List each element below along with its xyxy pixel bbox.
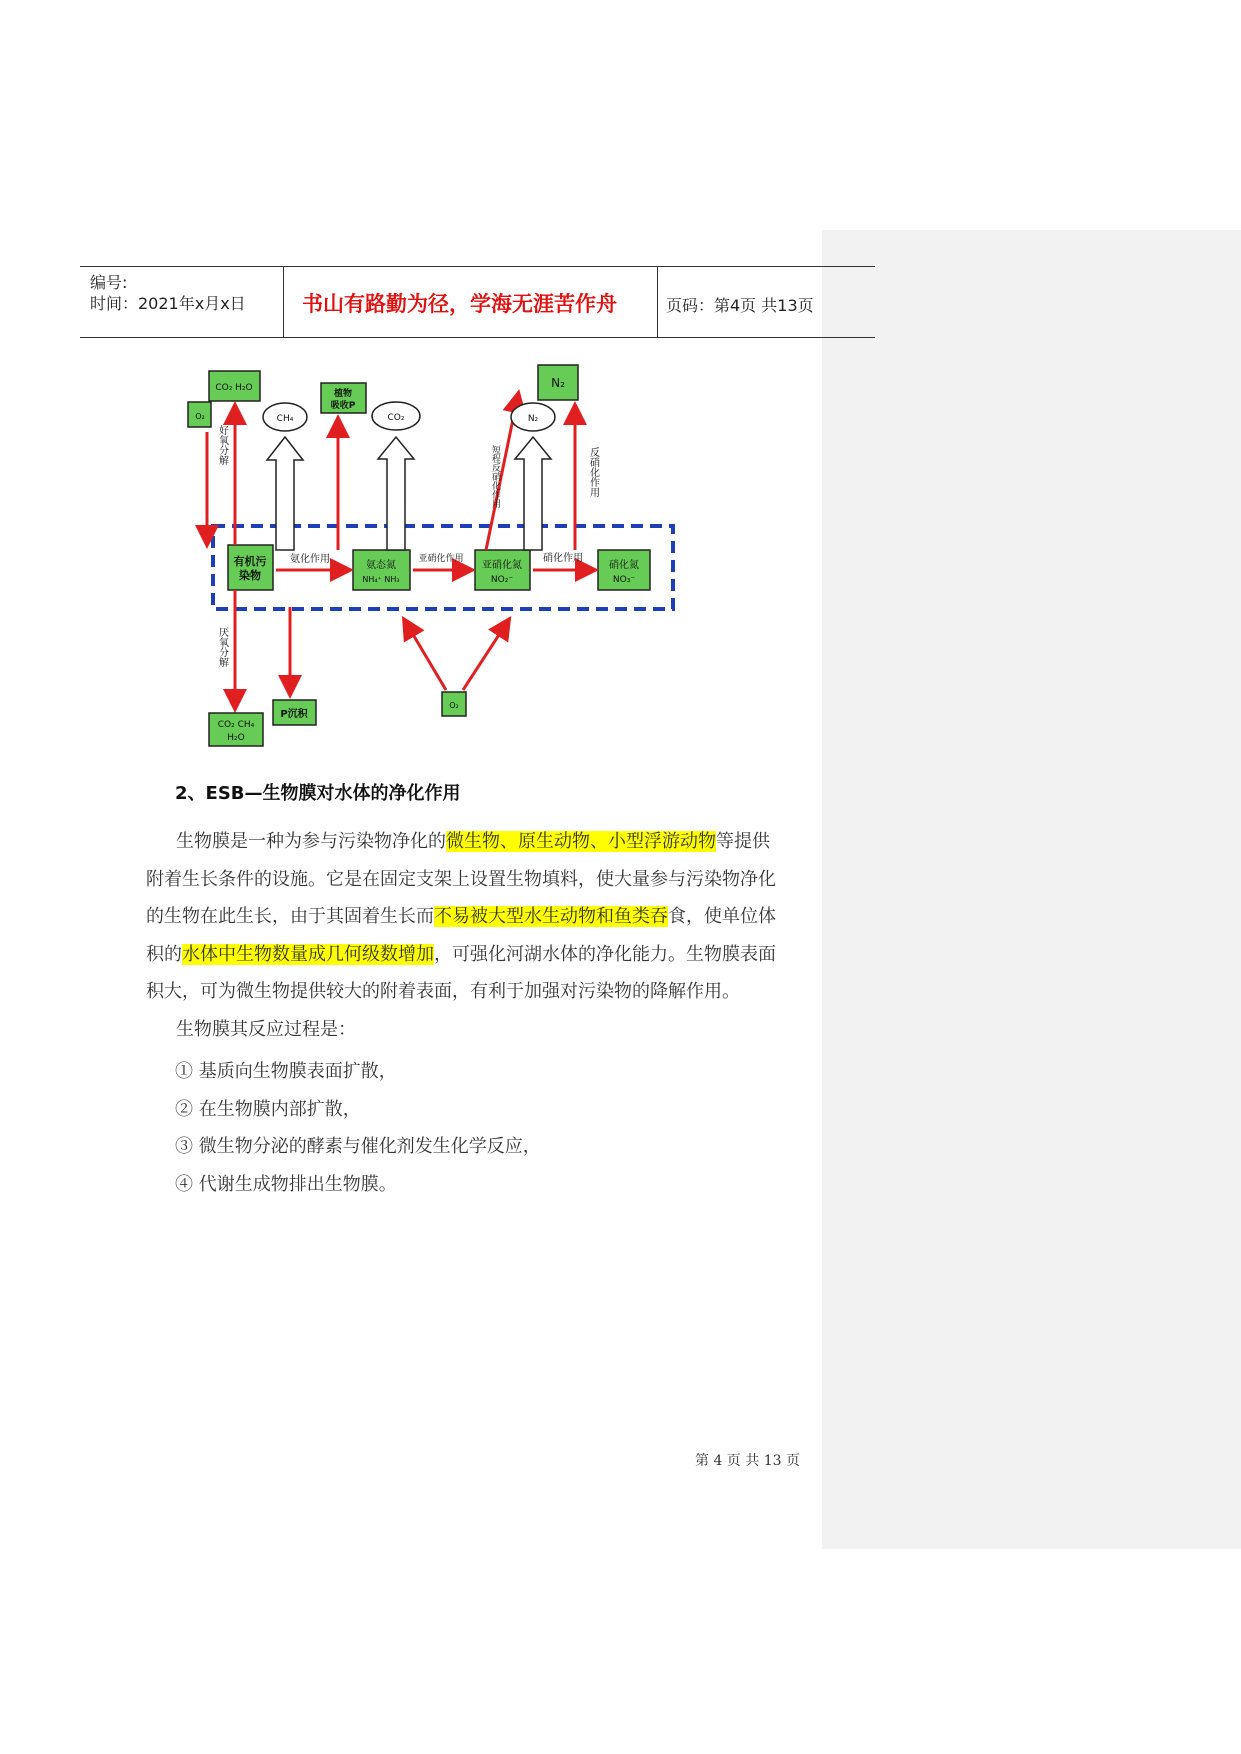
para-line-3: 的生物在此生长，由于其固着生长而不易被大型水生动物和鱼类吞食，使单位体 [146,906,776,927]
header-motto: 书山有路勤为径，学海无涯苦作舟 [302,292,617,316]
nitrite-line1: 亚硝化氮 [482,560,522,571]
nitrate-line1: 硝化氮 [609,560,639,571]
nitrate-line2: NO₃⁻ [612,575,636,585]
box-n2 [538,365,578,400]
box-nitrate-nitrogen [598,550,650,590]
hollow-arrow-n2 [515,437,551,550]
para-line-2: 附着生长条件的设施。它是在固定支架上设置生物填料，使大量参与污染物净化 [146,868,776,890]
organic-line1: 有机污 [233,555,267,568]
para-line-6: 生物膜其反应过程是： [176,1018,356,1040]
label-ammonification: 氨化作用 [290,554,330,565]
svg-text:O₂: O₂ [195,412,205,421]
nitrite-line2: NO₂⁻ [490,575,514,585]
para-line-4: 积的水体中生物数量成几何级数增加，可强化河湖水体的净化能力。生物膜表面 [146,943,776,965]
hollow-arrow-ch4 [267,437,303,550]
highlight-3: 水体中生物数量成几何级数增加 [182,943,434,965]
header-top-rule [80,266,875,267]
hollow-arrow-co2 [378,437,414,550]
body-paragraph [146,823,811,1048]
header-page-info: 页码：第4页 共13页 [666,296,814,315]
header-divider-1 [283,266,284,337]
para-line-1: 生物膜是一种为参与污染物净化的微生物、原生动物、小型浮游动物等提供 [176,831,770,852]
header-divider-2 [657,266,658,337]
box-o2-top [188,402,211,427]
svg-text:CO₂: CO₂ [387,413,405,423]
svg-text:O₂: O₂ [449,701,459,710]
list-item: ③ 微生物分泌的酵素与催化剂发生化学反应， [175,1136,541,1157]
nitrogen-cycle-diagram [195,375,690,750]
ammonia-line2: NH₄⁺ NH₃ [362,575,400,584]
box-ammonia-nitrogen [353,550,410,590]
highlight-1: 微生物、原生动物、小型浮游动物 [446,831,716,852]
header-bottom-rule [80,337,875,338]
box-p-deposit [273,700,316,725]
ammonia-line1: 氨态氮 [366,560,396,571]
para-line-5: 积大，可为微生物提供较大的附着表面，有利于加强对污染物的降解作用。 [146,981,740,1002]
label-nitrification: 硝化作用 [543,553,583,564]
comment-pane [822,197,1241,1549]
box-organic-pollutant [228,545,273,590]
svg-text:CH₄: CH₄ [276,414,294,424]
box-nitrite-nitrogen [475,550,530,590]
label-nitritation: 亚硝化作用 [418,554,464,564]
list-item: ① 基质向生物膜表面扩散， [175,1061,397,1082]
svg-text:H₂O: H₂O [227,733,245,743]
section-title: 2、ESB—生物膜对水体的净化作用 [175,783,461,804]
box-o2-bottom [442,692,466,716]
label-anaerobic: 厌氧分解 [216,627,228,667]
svg-text:N₂: N₂ [551,376,565,390]
page-footer: 第 4 页 共 13 页 [695,1453,800,1469]
box-co2-ch4-h2o [209,713,263,746]
list-item: ② 在生物膜内部扩散， [175,1099,361,1120]
comment-pane-top [822,197,1241,230]
list-item: ④ 代谢生成物排出生物膜。 [175,1174,397,1195]
box-co2-h2o [209,371,260,401]
svg-text:CO₂ CH₄: CO₂ CH₄ [217,720,255,730]
label-short-denitrification: 短程反硝化作用 [490,445,500,508]
svg-text:植物: 植物 [333,389,353,399]
svg-text:吸收P: 吸收P [330,401,356,411]
svg-text:P沉积: P沉积 [280,709,308,720]
header-number-label: 编号: [90,273,128,292]
svg-text:CO₂ H₂O: CO₂ H₂O [215,383,253,393]
label-denitrification: 反硝化作用 [587,447,599,497]
header-time-label: 时间：2021年x月x日 [90,294,246,313]
label-aerobic: 好氧分解 [216,425,228,465]
box-plant-absorb-p [321,383,366,413]
organic-line2: 染物 [239,569,261,582]
svg-text:N₂: N₂ [527,414,539,424]
highlight-2: 不易被大型水生动物和鱼类吞 [434,906,668,927]
